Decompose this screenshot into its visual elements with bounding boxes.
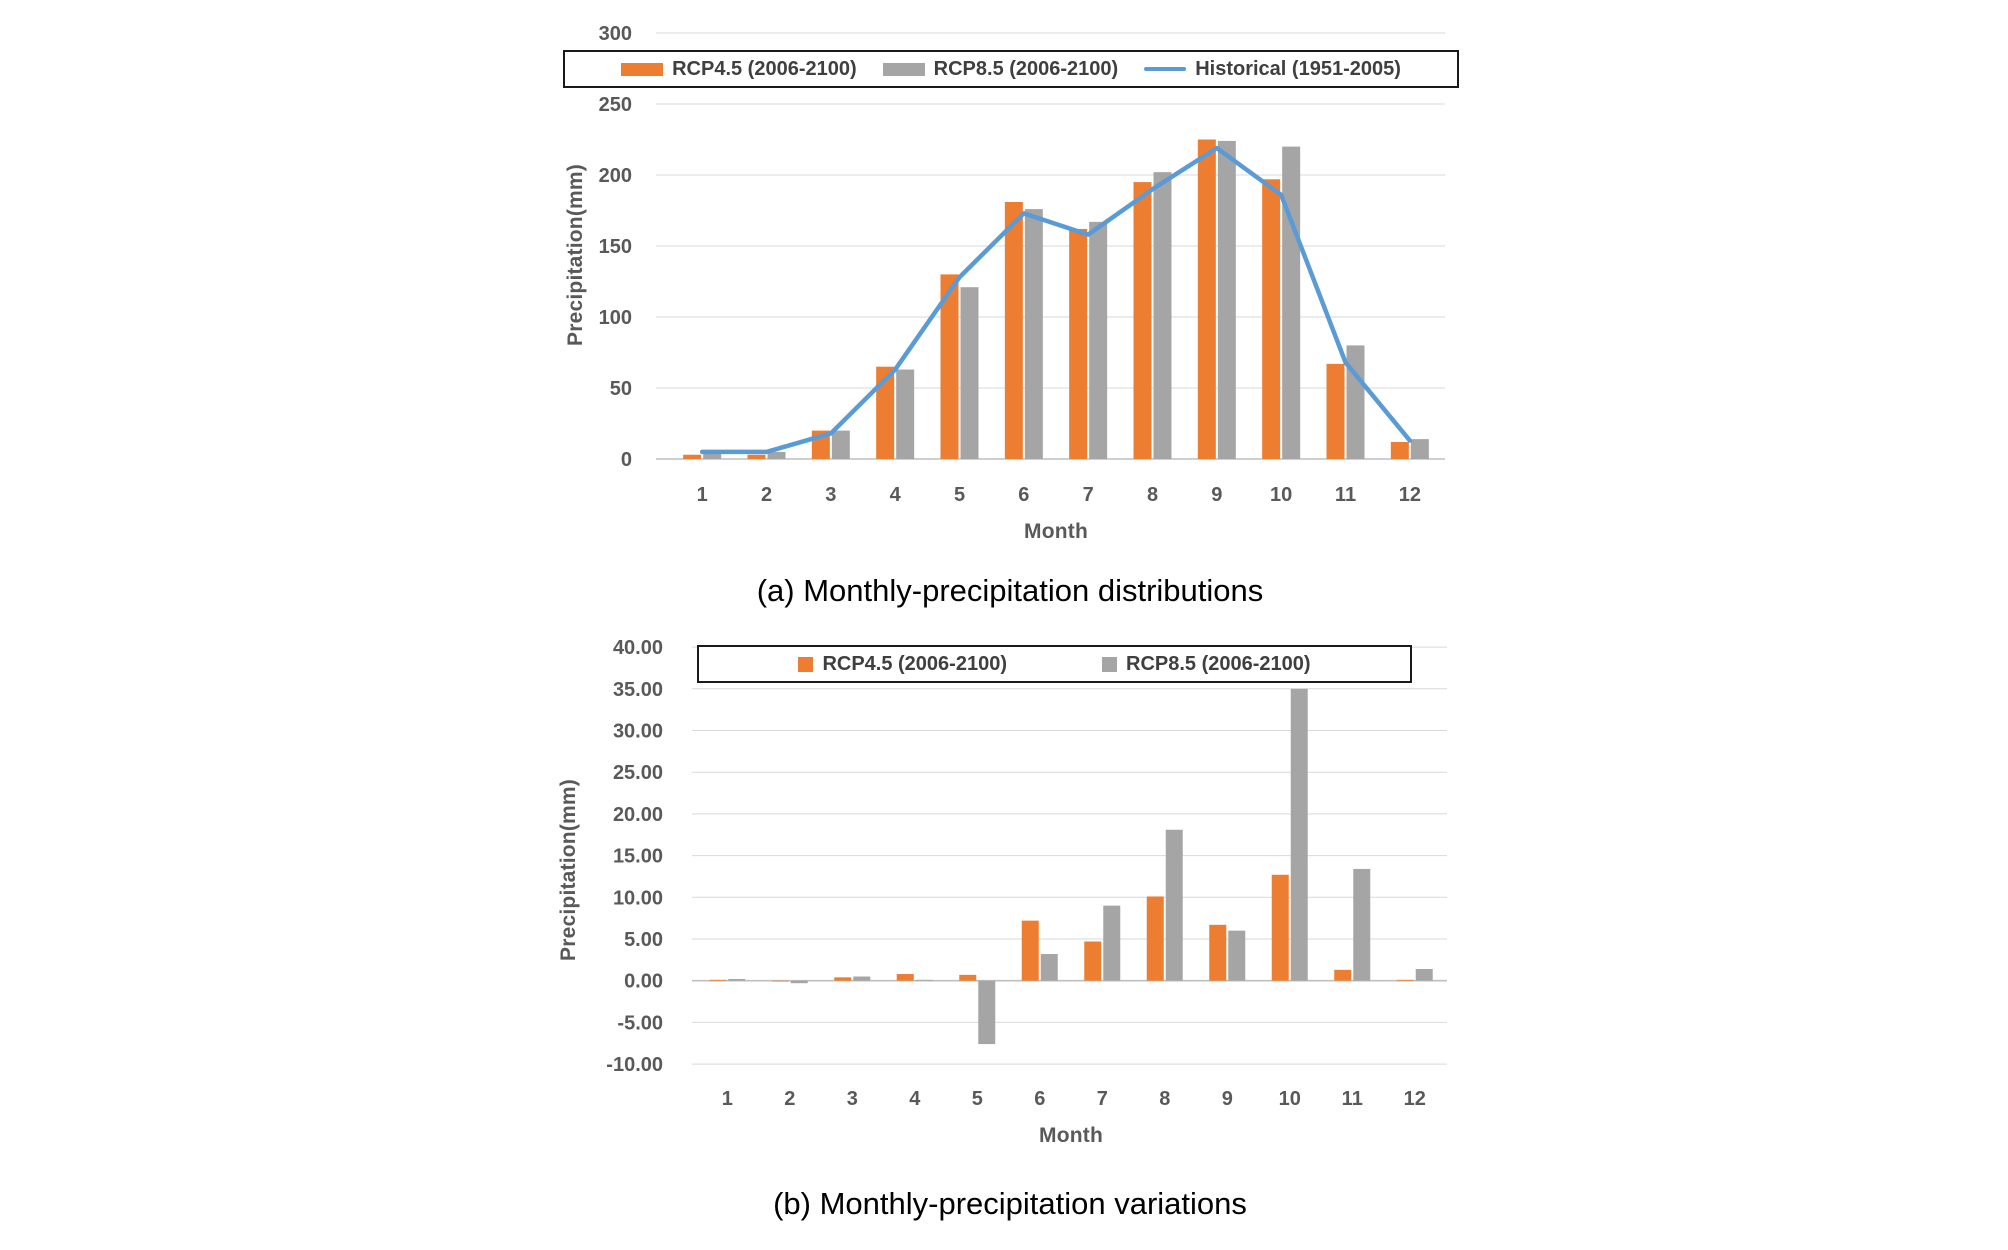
x-tick-label-0-5: 5 — [953, 484, 966, 506]
bar-rcp452006210-m1 — [709, 980, 726, 981]
x-tick-label-0-10: 10 — [1270, 484, 1293, 506]
caption-b: (b) Monthly-precipitation variations — [773, 1186, 1247, 1221]
bar-rcp852006210-m12 — [1416, 969, 1433, 981]
bar-rcp452006210-m7 — [1084, 942, 1101, 981]
bar-rcp852006210-m8 — [1154, 172, 1172, 459]
legend-item-rcp852006210 — [883, 58, 1119, 81]
bar-rcp852006210-m11 — [1347, 345, 1365, 459]
bar-rcp452006210-m4 — [897, 974, 914, 981]
legend-marker-rcp852006210-swatch-icon — [1102, 657, 1117, 672]
y-tick-label-0-200: 200 — [598, 165, 632, 187]
bar-rcp452006210-m8 — [1134, 182, 1152, 459]
legend-item-rcp452006210 — [798, 653, 1007, 676]
bar-rcp452006210-m1 — [683, 455, 701, 459]
bar-rcp852006210-m5 — [978, 981, 995, 1044]
bar-rcp452006210-m12 — [1391, 442, 1409, 459]
bar-rcp452006210-m2 — [748, 455, 766, 459]
y-axis-title-0: Precipitation(mm) — [564, 164, 587, 346]
legend-label-rcp452006210: RCP4.5 (2006-2100) — [672, 57, 857, 80]
y-tick-label-0-0: 0 — [620, 449, 632, 471]
bar-rcp452006210-m12 — [1397, 980, 1414, 981]
x-tick-label-1-3: 3 — [846, 1088, 858, 1110]
legend-item-rcp452006210 — [621, 58, 857, 81]
bar-rcp452006210-m10 — [1272, 875, 1289, 981]
y-tick-label-1-20.00: 20.00 — [612, 803, 663, 826]
y-tick-label-1-40.00: 40.00 — [612, 637, 663, 660]
y-tick-label-0-50: 50 — [609, 378, 632, 400]
bar-rcp852006210-m7 — [1103, 906, 1120, 981]
bar-rcp852006210-m10 — [1291, 689, 1308, 981]
chart-a-legend — [563, 50, 1459, 88]
x-tick-label-1-2: 2 — [784, 1088, 796, 1110]
x-axis-title-0: Month — [1024, 520, 1088, 543]
legend-item-rcp852006210 — [1102, 653, 1311, 676]
x-tick-label-1-9: 9 — [1221, 1088, 1233, 1110]
legend-label-rcp852006210: RCP8.5 (2006-2100) — [1126, 652, 1311, 675]
bar-rcp852006210-m4 — [916, 980, 933, 981]
x-tick-label-1-6: 6 — [1034, 1088, 1046, 1110]
y-tick-label-1-15.00: 15.00 — [612, 845, 663, 868]
bar-rcp452006210-m6 — [1022, 921, 1039, 981]
bar-rcp452006210-m10 — [1262, 179, 1280, 459]
y-tick-label-1-25.00: 25.00 — [612, 762, 663, 785]
x-tick-label-0-7: 7 — [1082, 484, 1094, 506]
bar-rcp452006210-m8 — [1147, 896, 1164, 980]
legend-marker-rcp852006210-swatch-icon — [883, 63, 925, 76]
y-tick-label-1-35.00: 35.00 — [612, 678, 663, 701]
bar-rcp852006210-m11 — [1353, 869, 1370, 981]
bar-rcp452006210-m5 — [959, 975, 976, 981]
bar-rcp452006210-m6 — [1005, 202, 1023, 459]
bar-rcp452006210-m7 — [1069, 229, 1087, 459]
caption-a: (a) Monthly-precipitation distributions — [756, 573, 1264, 608]
x-tick-label-0-9: 9 — [1211, 484, 1223, 506]
x-tick-label-1-4: 4 — [909, 1088, 921, 1110]
y-tick-label-1-5.00: 5.00 — [624, 929, 663, 951]
legend-label-rcp452006210: RCP4.5 (2006-2100) — [822, 652, 1007, 675]
y-tick-label-0-150: 150 — [598, 236, 632, 258]
x-tick-label-0-4: 4 — [889, 484, 901, 506]
y-axis-title-1: Precipitation(mm) — [557, 779, 580, 961]
x-tick-label-1-5: 5 — [971, 1088, 983, 1110]
legend-item-historical19 — [1144, 58, 1401, 81]
x-tick-label-1-12: 12 — [1403, 1088, 1426, 1110]
legend-label-rcp852006210: RCP8.5 (2006-2100) — [933, 57, 1119, 80]
x-tick-label-0-1: 1 — [696, 484, 708, 506]
bar-rcp852006210-m10 — [1282, 147, 1300, 459]
bar-rcp852006210-m7 — [1089, 222, 1107, 459]
y-tick-label-1--5.00: -5.00 — [617, 1012, 663, 1035]
bar-rcp852006210-m12 — [1411, 439, 1429, 459]
chart-a-monthly-distributions-svg — [520, 15, 1520, 575]
bar-rcp852006210-m1 — [728, 979, 745, 981]
legend-marker-historical19-line-icon — [1144, 67, 1186, 71]
y-tick-label-1-30.00: 30.00 — [612, 720, 663, 743]
x-tick-label-0-12: 12 — [1398, 484, 1421, 506]
bar-rcp452006210-m3 — [834, 977, 851, 980]
x-tick-label-0-3: 3 — [825, 484, 837, 506]
line-historical19 — [702, 148, 1410, 452]
chart-b-monthly-variations-svg — [520, 630, 1520, 1190]
bar-rcp452006210-m9 — [1198, 140, 1216, 460]
bar-rcp852006210-m6 — [1025, 209, 1043, 459]
bar-rcp852006210-m8 — [1166, 830, 1183, 981]
bar-rcp452006210-m11 — [1327, 364, 1345, 459]
y-tick-label-0-100: 100 — [598, 307, 632, 329]
bar-rcp852006210-m3 — [853, 977, 870, 981]
bar-rcp852006210-m9 — [1218, 141, 1236, 459]
bar-rcp452006210-m2 — [772, 981, 789, 982]
legend-marker-rcp452006210-swatch-icon — [798, 657, 813, 672]
bar-rcp852006210-m6 — [1041, 954, 1058, 981]
bar-rcp852006210-m9 — [1228, 931, 1245, 981]
bar-rcp852006210-m2 — [791, 981, 808, 984]
x-axis-title-1: Month — [1039, 1124, 1103, 1147]
x-tick-label-1-1: 1 — [721, 1088, 733, 1110]
x-tick-label-0-8: 8 — [1146, 484, 1159, 506]
chart-b-legend — [697, 645, 1412, 683]
x-tick-label-0-6: 6 — [1018, 484, 1030, 506]
bar-rcp852006210-m4 — [896, 370, 914, 459]
bar-rcp452006210-m11 — [1334, 970, 1351, 981]
bar-rcp452006210-m9 — [1209, 925, 1226, 981]
x-tick-label-0-2: 2 — [760, 484, 773, 506]
y-tick-label-1-0.00: 0.00 — [624, 970, 663, 993]
y-tick-label-1--10.00: -10.00 — [606, 1054, 663, 1077]
bar-rcp852006210-m5 — [961, 287, 979, 459]
x-tick-label-1-8: 8 — [1159, 1088, 1171, 1110]
y-tick-label-0-300: 300 — [598, 23, 632, 45]
legend-label-historical19: Historical (1951-2005) — [1195, 57, 1401, 80]
x-tick-label-1-11: 11 — [1341, 1088, 1363, 1110]
y-tick-label-0-250: 250 — [598, 94, 632, 116]
x-tick-label-1-7: 7 — [1096, 1088, 1108, 1110]
bar-rcp852006210-m3 — [832, 431, 850, 459]
legend-marker-rcp452006210-swatch-icon — [621, 63, 663, 76]
x-tick-label-1-10: 10 — [1278, 1088, 1301, 1110]
x-tick-label-0-11: 11 — [1334, 484, 1357, 506]
bar-rcp852006210-m1 — [703, 453, 721, 459]
y-tick-label-1-10.00: 10.00 — [612, 887, 663, 910]
